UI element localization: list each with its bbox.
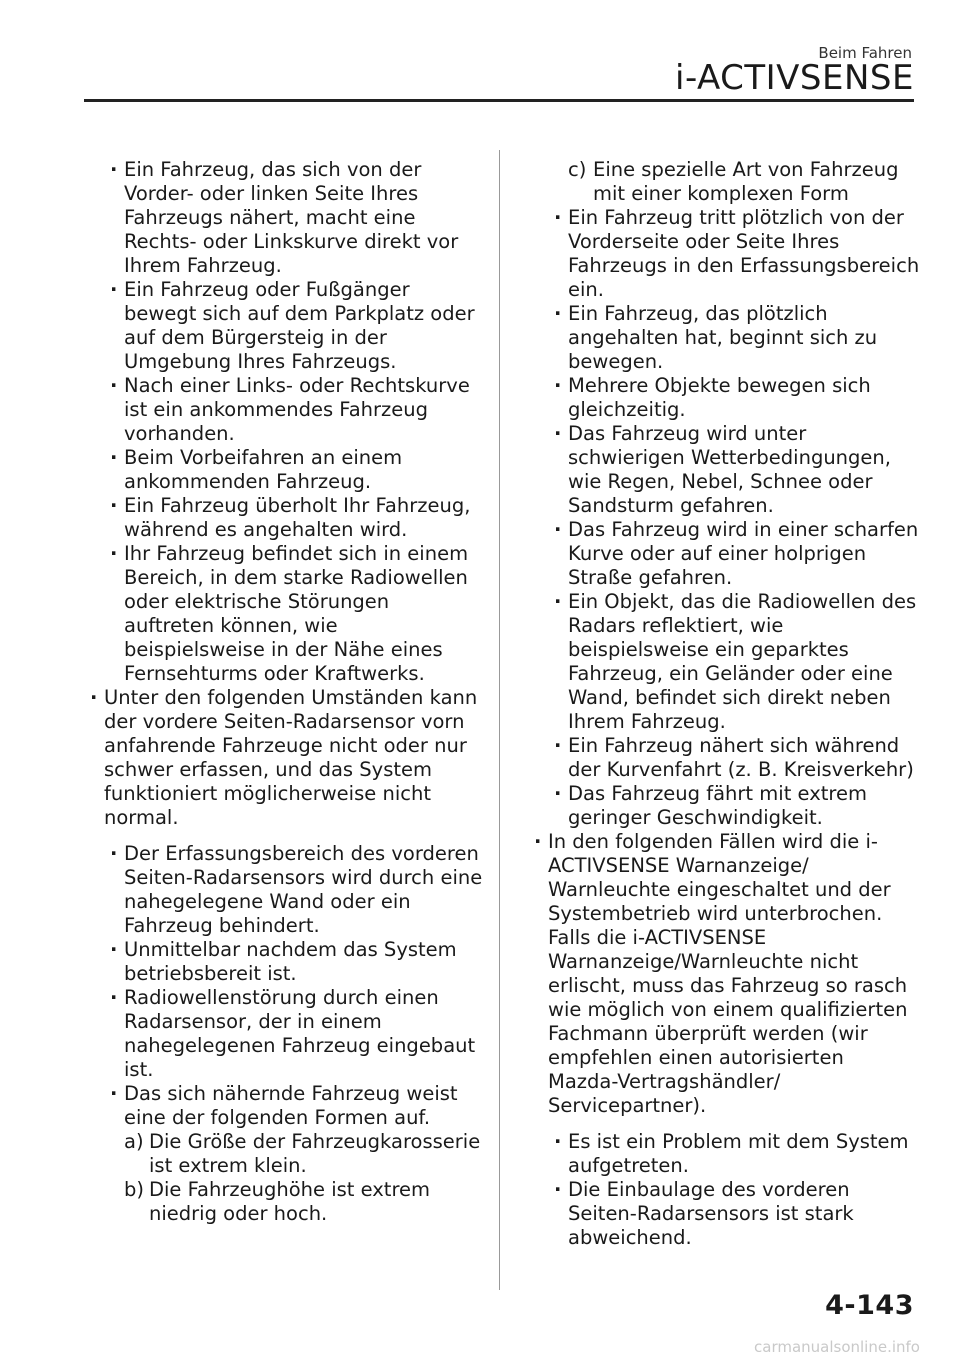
- form-label: b): [124, 1178, 144, 1201]
- list-item: · Der Erfassungsbereich des vorderen Seiten-Radarsensors wird durch eine nahegelegene Wand oder ein Fahrzeug behindert.: [86, 842, 484, 938]
- list-item: · Das Fahrzeug wird unter schwierigen Wetterbedingungen, wie Regen, Nebel, Schnee oder Sandsturm gefahren.: [530, 422, 920, 518]
- column-divider: [499, 150, 500, 1290]
- list-item: · Ein Fahrzeug überholt Ihr Fahrzeug, während es angehalten wird.: [86, 494, 484, 542]
- form-text: Die Größe der Fahrzeugkarosserie ist extrem klein.: [149, 1130, 481, 1177]
- list-item: · Beim Vorbeifahren an einem ankommenden Fahrzeug.: [86, 446, 484, 494]
- watermark: carmanualsonline.info: [754, 1338, 920, 1356]
- main-bullet: · Unter den folgenden Umständen kann der vordere Seiten-Radarsensor vorn anfahrende Fahrzeuge nicht oder nur schwer erfassen, und das System funktioniert möglicherweise nicht normal.: [86, 686, 484, 830]
- form-item-b: [86, 1178, 484, 1226]
- list-item: · Ein Fahrzeug nähert sich während der Kurvenfahrt (z. B. Kreisverkehr): [530, 734, 920, 782]
- list-item: · Radiowellenstörung durch einen Radarsensor, der in einem nahegelegenen Fahrzeug eingebaut ist.: [86, 986, 484, 1082]
- form-item-c: [530, 158, 920, 206]
- list-item: · Nach einer Links- oder Rechtskurve ist ein ankommendes Fahrzeug vorhanden.: [86, 374, 484, 446]
- chapter-title: i-ACTIVSENSE: [675, 58, 914, 98]
- list-item: · Es ist ein Problem mit dem System aufgetreten.: [530, 1130, 920, 1178]
- section-label: Beim Fahren: [818, 44, 912, 62]
- list-item: · Ein Fahrzeug, das sich von der Vorder- oder linken Seite Ihres Fahrzeugs nähert, macht eine Rechts- oder Linkskurve direkt vor Ihrem Fahrzeug.: [86, 158, 484, 278]
- list-item: · Das sich nähernde Fahrzeug weist eine der folgenden Formen auf.: [86, 1082, 484, 1130]
- list-item: · Das Fahrzeug fährt mit extrem geringer Geschwindigkeit.: [530, 782, 920, 830]
- form-label: c): [568, 158, 587, 181]
- list-item: · Das Fahrzeug wird in einer scharfen Kurve oder auf einer holprigen Straße gefahren.: [530, 518, 920, 590]
- page-number: 4-143: [825, 1290, 914, 1321]
- list-item: · Mehrere Objekte bewegen sich gleichzeitig.: [530, 374, 920, 422]
- form-text: Eine spezielle Art von Fahrzeug mit einer komplexen Form: [593, 158, 899, 205]
- list-item: · Ein Fahrzeug tritt plötzlich von der Vorderseite oder Seite Ihres Fahrzeugs in den Erfassungsbereich ein.: [530, 206, 920, 302]
- form-text: Die Fahrzeughöhe ist extrem niedrig oder hoch.: [149, 1178, 431, 1225]
- left-column: [86, 158, 484, 1226]
- list-item: · Ein Fahrzeug oder Fußgänger bewegt sich auf dem Parkplatz oder auf dem Bürgersteig in der Umgebung Ihres Fahrzeugs.: [86, 278, 484, 374]
- list-item: · Ein Fahrzeug, das plötzlich angehalten hat, beginnt sich zu bewegen.: [530, 302, 920, 374]
- list-item: · Unmittelbar nachdem das System betriebsbereit ist.: [86, 938, 484, 986]
- list-item: · Die Einbaulage des vorderen Seiten-Radarsensors ist stark abweichend.: [530, 1178, 920, 1250]
- form-item-a: [86, 1130, 484, 1178]
- list-item: · Ein Objekt, das die Radiowellen des Radars reflektiert, wie beispielsweise ein geparktes Fahrzeug, ein Geländer oder eine Wand, befindet sich direkt neben Ihrem Fahrzeug.: [530, 590, 920, 734]
- form-label: a): [124, 1130, 144, 1153]
- list-item: · Ihr Fahrzeug befindet sich in einem Bereich, in dem starke Radiowellen oder elektrische Störungen auftreten können, wie beispielsweise in der Nähe eines Fernsehturms oder Kraftwerks.: [86, 542, 484, 686]
- header-rule: [84, 99, 914, 102]
- main-bullet: · In den folgenden Fällen wird die i-ACTIVSENSE Warnanzeige/ Warnleuchte eingeschaltet und der Systembetrieb wird unterbrochen. Falls die i-ACTIVSENSE Warnanzeige/Warnleuchte nicht erlischt, muss das Fahrzeug so rasch wie möglich von einem qualifizierten Fachmann überprüft werden (wir empfehlen einen autorisierten Mazda-Vertragshändler/ Servicepartner).: [530, 830, 920, 1118]
- right-column: [530, 158, 920, 1250]
